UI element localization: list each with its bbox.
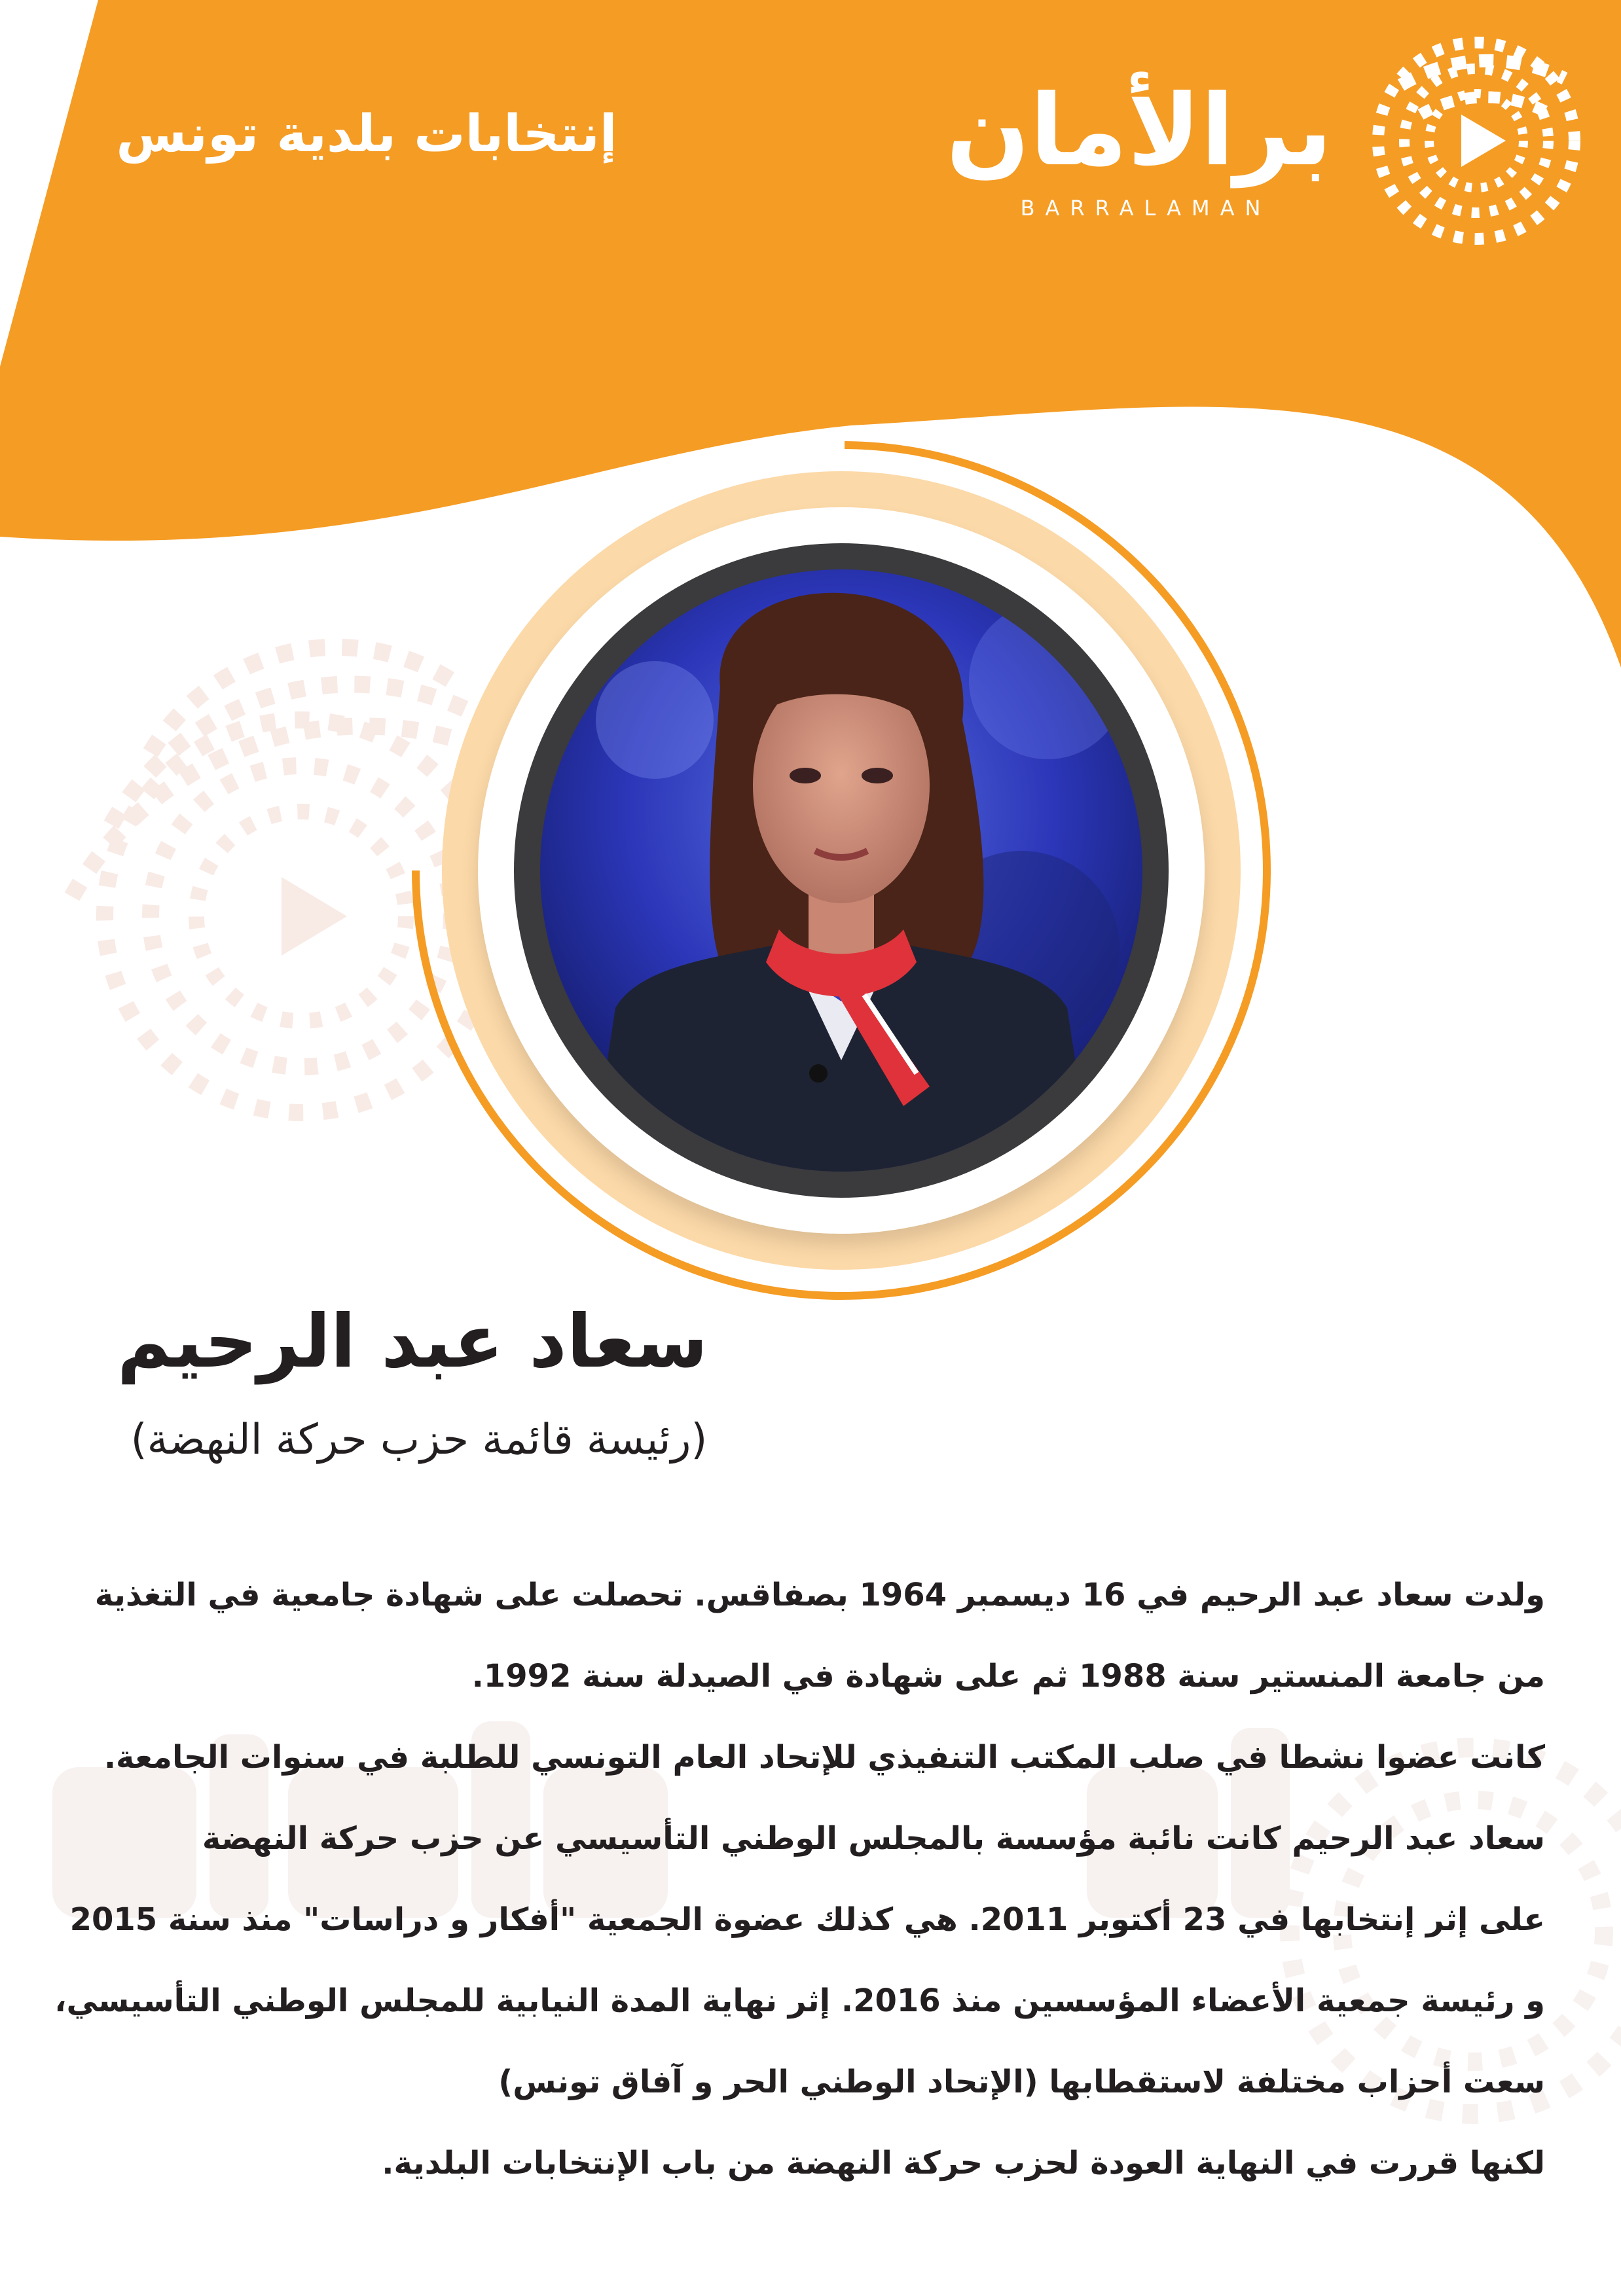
bio-line: و رئيسة جمعية الأعضاء المؤسسين منذ 2016. إثر نهاية المدة النيابية للمجلس الوطني التأسيسي، — [54, 1982, 1545, 2019]
person-name: سعاد عبد الرحيم — [117, 1299, 708, 1384]
bio-line: سعت أحزاب مختلفة لاستقطابها (الإتحاد الوطني الحر و آفاق تونس) — [498, 2064, 1545, 2100]
bio-line: على إثر إنتخابها في 23 أكتوبر 2011. هي كذلك عضوة الجمعية "أفكار و دراسات" منذ سنة 2015 — [69, 1901, 1545, 1938]
bio-line: سعاد عبد الرحيم كانت نائبة مؤسسة بالمجلس الوطني التأسيسي عن حزب حركة النهضة — [202, 1820, 1545, 1857]
brand-logo-text: برالأمان — [946, 74, 1332, 188]
bio-line: من جامعة المنستير سنة 1988 ثم على شهادة في الصيدلة سنة 1992. — [471, 1658, 1545, 1695]
bio-line: ولدت سعاد عبد الرحيم في 16 ديسمبر 1964 بصفاقس. تحصلت على شهادة جامعية في التغذية — [94, 1577, 1545, 1613]
brand-logo-latin: BARRALAMAN — [1020, 196, 1271, 221]
section-title: إنتخابات بلدية تونس — [116, 105, 617, 164]
bio-paragraph — [52, 1554, 1545, 2204]
bio-line: لكنها قررت في النهاية العودة لحزب حركة النهضة من باب الإنتخابات البلدية. — [382, 2145, 1545, 2181]
bio-line: كانت عضوا نشطا في صلب المكتب التنفيذي للإتحاد العام التونسي للطلبة في سنوات الجامعة. — [103, 1739, 1545, 1776]
person-role: (رئيسة قائمة حزب حركة النهضة) — [130, 1416, 708, 1464]
